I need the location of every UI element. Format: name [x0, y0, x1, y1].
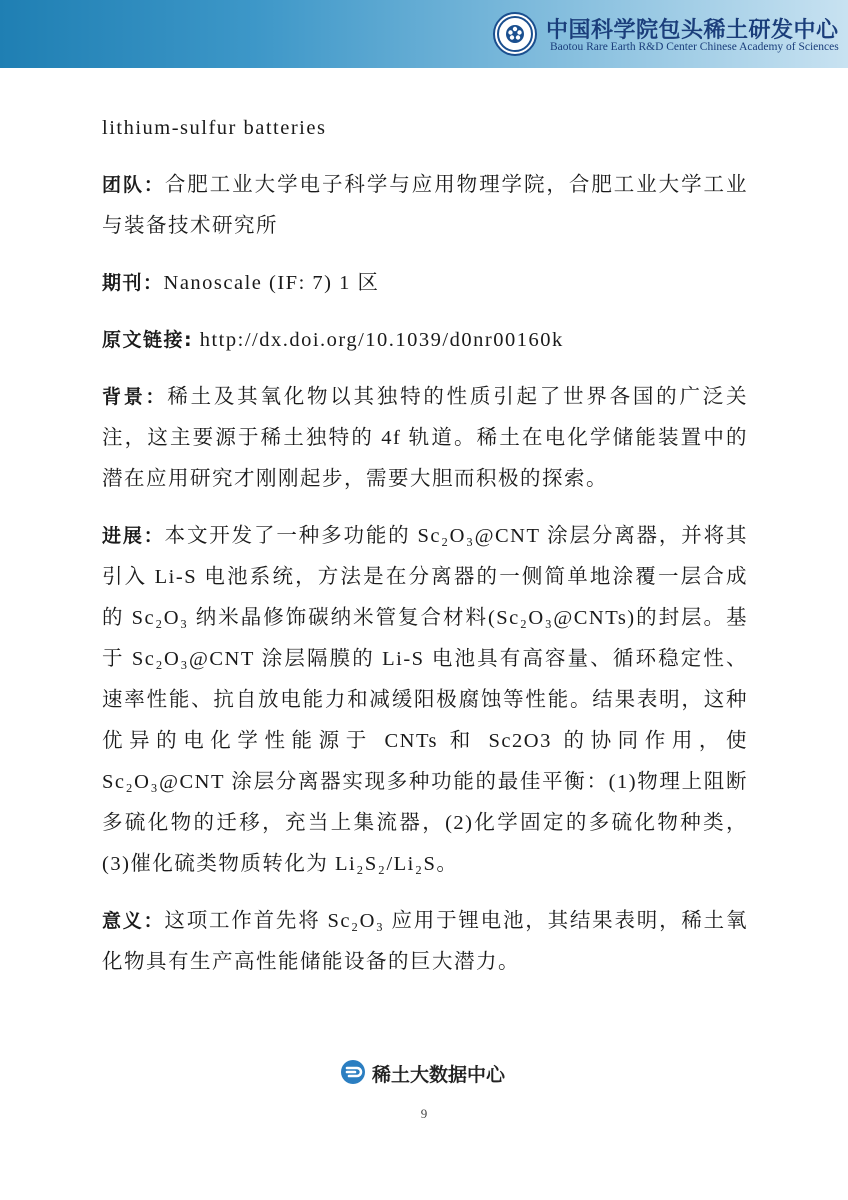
progress-paragraph: [102, 516, 748, 885]
journal-paragraph: [102, 263, 748, 304]
rare-earth-data-icon: [340, 1059, 366, 1085]
background-label: 背景：: [102, 386, 168, 408]
background-text: 稀土及其氧化物以其独特的性质引起了世界各国的广泛关注，这主要源于稀土独特的 4f 轨道。稀土在电化学储能装置中的潜在应用研究才刚刚起步，需要大胆而积极的探索。: [102, 386, 748, 490]
significance-label: 意义：: [102, 910, 165, 932]
cas-emblem-icon: [493, 12, 537, 56]
org-name-chinese: 中国科学院包头稀土研发中心: [546, 17, 839, 43]
team-paragraph: [102, 165, 748, 247]
article-body: [102, 108, 748, 999]
org-name-english: Baotou Rare Earth R&D Center Chinese Academy of Sciences: [550, 41, 839, 53]
footer-brand-text: 稀土大数据中心: [372, 1064, 506, 1086]
title-tail: [102, 108, 748, 149]
significance-text: 这项工作首先将 Sc₂O₃ 应用于锂电池，其结果表明，稀土氧化物具有生产高性能储能设备的巨大潜力。: [102, 910, 748, 973]
team-label: 团队：: [102, 174, 165, 196]
journal-text: Nanoscale (IF: 7) 1 区: [163, 272, 380, 294]
journal-label: 期刊：: [102, 272, 164, 294]
progress-label: 进展：: [102, 525, 165, 547]
link-paragraph: [102, 320, 748, 361]
link-label: 原文链接:: [102, 329, 194, 351]
progress-text: 本文开发了一种多功能的 Sc₂O₃@CNT 涂层分离器，并将其引入 Li-S 电池系统，方法是在分离器的一侧简单地涂覆一层合成的 Sc₂O₃ 纳米晶修饰碳纳米管复合材料(Sc₂O₃@CNTs)的封层。基于 Sc₂O₃@CNT 涂层隔膜的 Li-S 电池具有高容量、循环稳定性、速率性能、抗自放电能力和减缓阳极腐蚀等性能。结果表明，这种优异的电化学性能源于 CNTs 和 Sc2O3 的协同作用，使 Sc₂O₃@CNT 涂层分离器实现多种功能的最佳平衡：(1)物理上阻断多硫化物的迁移，充当上集流器，(2)化学固定的多硫化物种类，(3)催化硫类物质转化为 Li₂S₂/Li₂S。: [102, 525, 748, 875]
page-header-banner: [0, 0, 848, 68]
significance-paragraph: [102, 901, 748, 983]
link-text[interactable]: http://dx.doi.org/10.1039/d0nr00160k: [193, 329, 564, 351]
footer-brand: [340, 1058, 520, 1086]
page-number: 9: [420, 1106, 428, 1121]
team-text: 合肥工业大学电子科学与应用物理学院，合肥工业大学工业与装备技术研究所: [102, 174, 748, 237]
title-tail-text: lithium-sulfur batteries: [102, 117, 327, 139]
background-paragraph: [102, 377, 748, 500]
